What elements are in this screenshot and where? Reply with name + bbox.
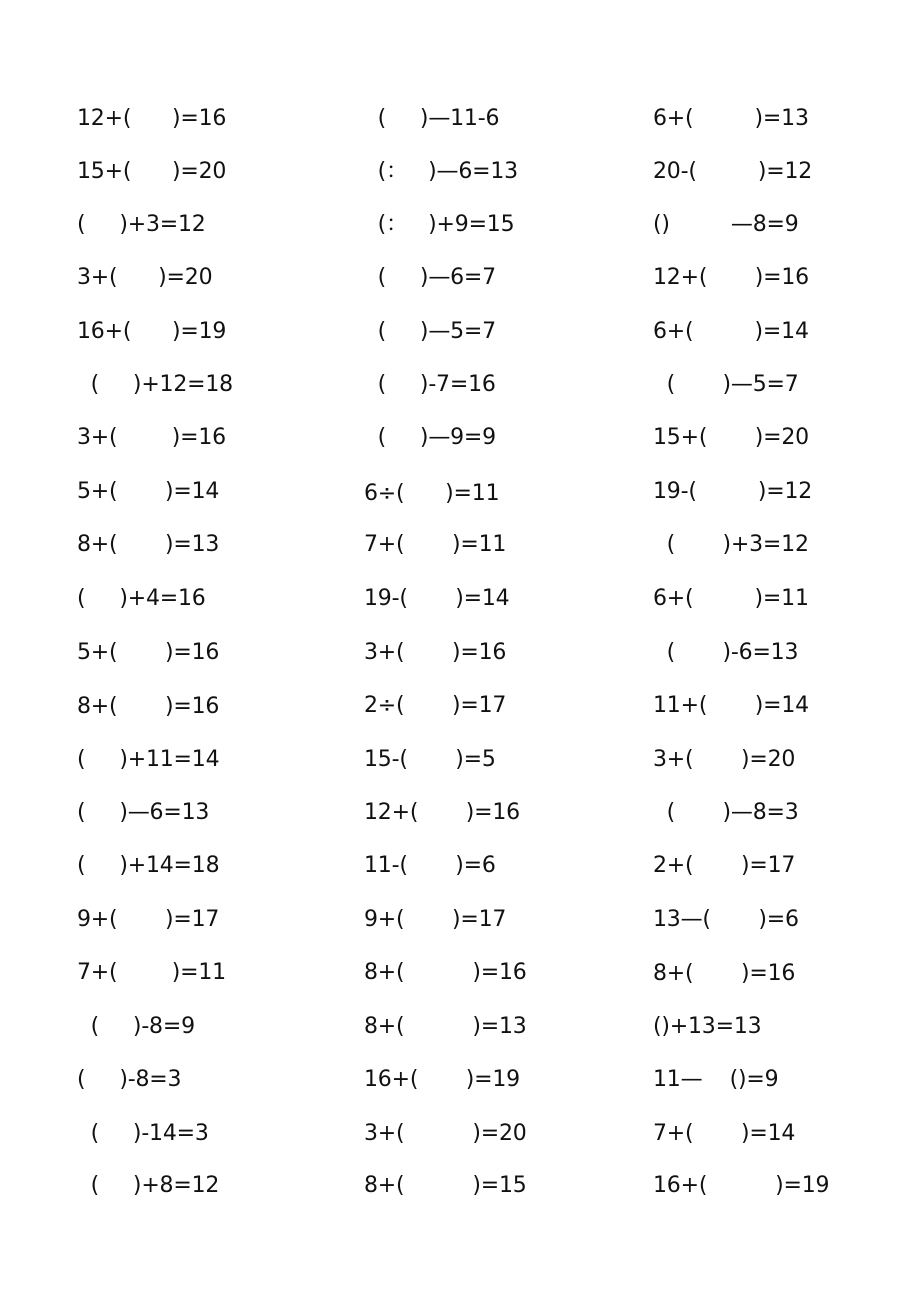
- equation-row: 9+( )=17: [77, 907, 220, 932]
- equation-row: 3+( )=16: [364, 640, 507, 665]
- equation-row: 3+( )=20: [364, 1121, 527, 1146]
- equation-row: ( )—5=7: [653, 372, 799, 397]
- equation-row: 16+( )=19: [364, 1067, 520, 1092]
- equation-row: 12+( )=16: [364, 800, 520, 825]
- equation-row: ( )+3=12: [653, 532, 809, 557]
- equation-row: ( )+8=12: [77, 1173, 220, 1198]
- equation-row: () —8=9: [653, 212, 799, 237]
- equation-row: 8+( )=15: [364, 1173, 527, 1198]
- equation-row: 3+( )=20: [653, 747, 796, 772]
- equation-row: ( )+12=18: [77, 372, 233, 397]
- equation-row: 11— ()=9: [653, 1067, 779, 1092]
- equation-row: 13—( )=6: [653, 907, 799, 932]
- equation-row: ( )-7=16: [364, 372, 496, 397]
- equation-row: 15+( )=20: [77, 159, 227, 184]
- equation-row: ( )+3=12: [77, 212, 206, 237]
- equation-row: ()+13=13: [653, 1014, 762, 1039]
- equation-row: ( )+4=16: [77, 586, 206, 611]
- equation-row: ( )—5=7: [364, 319, 496, 344]
- equation-row: 6÷( )=11: [364, 481, 500, 506]
- equation-row: ( )—6=13: [77, 800, 210, 825]
- equation-row: 19-( )=14: [364, 586, 510, 611]
- equation-row: 3+( )=20: [77, 265, 213, 290]
- equation-row: 20-( )=12: [653, 159, 813, 184]
- equation-row: 15-( )=5: [364, 747, 496, 772]
- equation-row: 5+( )=14: [77, 479, 220, 504]
- equation-row: 12+( )=16: [653, 265, 809, 290]
- equation-row: 7+( )=14: [653, 1121, 796, 1146]
- equation-row: ( )+14=18: [77, 853, 220, 878]
- equation-row: 9+( )=17: [364, 907, 507, 932]
- equation-row: 8+( )=13: [77, 532, 220, 557]
- equation-row: 5+( )=16: [77, 640, 220, 665]
- equation-row: (： )—6=13: [364, 159, 518, 184]
- equation-row: ( )—6=7: [364, 265, 496, 290]
- equation-row: ( )+11=14: [77, 747, 220, 772]
- equation-row: 2+( )=17: [653, 853, 796, 878]
- equation-row: ( )-8=3: [77, 1067, 182, 1092]
- equation-row: 16+( )=19: [77, 319, 227, 344]
- equation-row: ( )—11-6: [364, 106, 500, 131]
- equation-row: 12+( )=16: [77, 106, 227, 131]
- equation-row: 3+( )=16: [77, 425, 226, 450]
- equation-row: 2÷( )=17: [364, 693, 507, 718]
- equation-row: 8+( )=13: [364, 1014, 527, 1039]
- equation-row: ( )—9=9: [364, 425, 496, 450]
- equation-row: 8+( )=16: [364, 960, 527, 985]
- equation-row: 11-( )=6: [364, 853, 496, 878]
- equation-row: 6+( )=11: [653, 586, 809, 611]
- equation-row: 8+( )=16: [653, 961, 796, 986]
- equation-row: (： )+9=15: [364, 212, 515, 237]
- equation-row: 6+( )=14: [653, 319, 809, 344]
- equation-row: 6+( )=13: [653, 106, 809, 131]
- equation-row: 7+( )=11: [364, 532, 507, 557]
- equation-row: 8+( )=16: [77, 694, 220, 719]
- equation-row: ( )-14=3: [77, 1121, 209, 1146]
- equation-row: ( )-6=13: [653, 640, 799, 665]
- equation-row: ( )—8=3: [653, 800, 799, 825]
- equation-row: ( )-8=9: [77, 1014, 195, 1039]
- equation-row: 15+( )=20: [653, 425, 809, 450]
- equation-row: 19-( )=12: [653, 479, 813, 504]
- equation-row: 11+( )=14: [653, 693, 809, 718]
- equation-row: 16+( )=19: [653, 1173, 830, 1198]
- equation-row: 7+( )=11: [77, 960, 226, 985]
